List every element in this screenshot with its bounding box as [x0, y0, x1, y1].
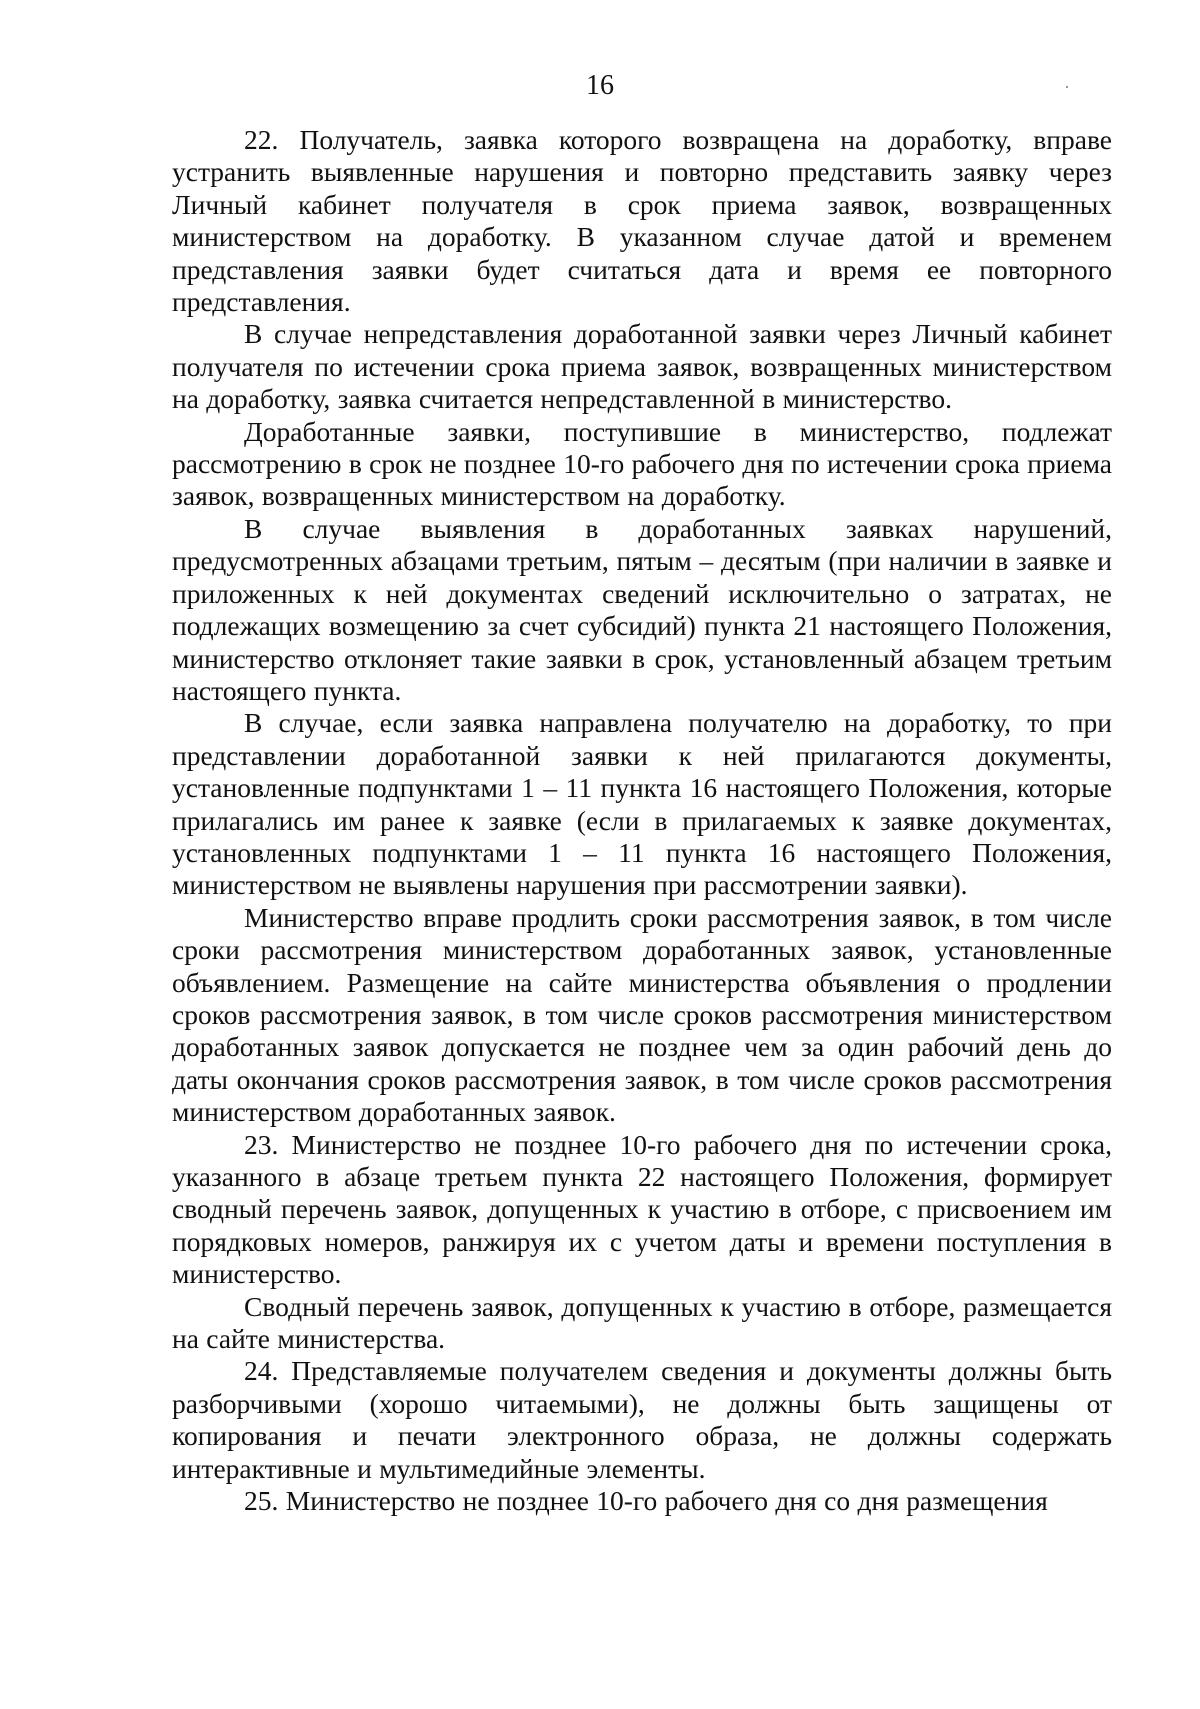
paragraph-24: 24. Представляемые получателем сведения и документы должны быть разборчивыми (хорошо читаемыми), не должны быть защищены от копирования и печати электронного образа, не должны содержать интерактивные и мультимедийные элементы.: [172, 1355, 1112, 1484]
paragraph-attached-documents: В случае, если заявка направлена получателю на доработку, то при представлении доработанной заявки к ней прилагаются документы, установленные подпунктами 1 – 11 пункта 16 настоящего Положения, которые прилагались им ранее к заявке (если в прилагаемых к заявке документах, установленных подпунктами 1 – 11 пункта 16 настоящего Положения, министерством не выявлены нарушения при рассмотрении заявки).: [172, 707, 1112, 901]
document-body: [172, 124, 1112, 1517]
scan-speck: [1066, 86, 1068, 88]
page-number: 16: [586, 70, 614, 101]
paragraph-violations: В случае выявления в доработанных заявках нарушений, предусмотренных абзацами третьим, пятым – десятым (при наличии в заявке и приложенных к ней документах сведений исключительно о затратах, не подлежащих возмещению за счет субсидий) пункта 21 настоящего Положения, министерство отклоняет такие заявки в срок, установленный абзацем третьим настоящего пункта.: [172, 512, 1112, 706]
paragraph-22: 22. Получатель, заявка которого возвращена на доработку, вправе устранить выявленные нарушения и повторно представить заявку через Личный кабинет получателя в срок приема заявок, возвращенных министерством на доработку. В указанном случае датой и временем представления заявки будет считаться дата и время ее повторного представления.: [172, 124, 1112, 318]
paragraph-23: 23. Министерство не позднее 10-го рабочего дня по истечении срока, указанного в абзаце третьем пункта 22 настоящего Положения, формирует сводный перечень заявок, допущенных к участию в отборе, с присвоением им порядковых номеров, ранжируя их с учетом даты и времени поступления в министерство.: [172, 1128, 1112, 1290]
paragraph-summary-list: Сводный перечень заявок, допущенных к участию в отборе, размещается на сайте министерства.: [172, 1290, 1112, 1355]
paragraph-25: 25. Министерство не позднее 10-го рабочего дня со дня размещения: [244, 1485, 1048, 1517]
paragraph-extension: Министерство вправе продлить сроки рассмотрения заявок, в том числе сроки рассмотрения министерством доработанных заявок, установленные объявлением. Размещение на сайте министерства объявления о продлении сроков рассмотрения заявок, в том числе сроков рассмотрения министерством доработанных заявок допускается не позднее чем за один рабочий день до даты окончания сроков рассмотрения заявок, в том числе сроков рассмотрения министерством доработанных заявок.: [172, 901, 1112, 1128]
paragraph-non-submission: В случае непредставления доработанной заявки через Личный кабинет получателя по истечении срока приема заявок, возвращенных министерством на доработку, заявка считается непредставленной в министерство.: [172, 318, 1112, 415]
paragraph-revised-review: Доработанные заявки, поступившие в министерство, подлежат рассмотрению в срок не позднее 10-го рабочего дня по истечении срока приема заявок, возвращенных министерством на доработку.: [172, 415, 1113, 512]
